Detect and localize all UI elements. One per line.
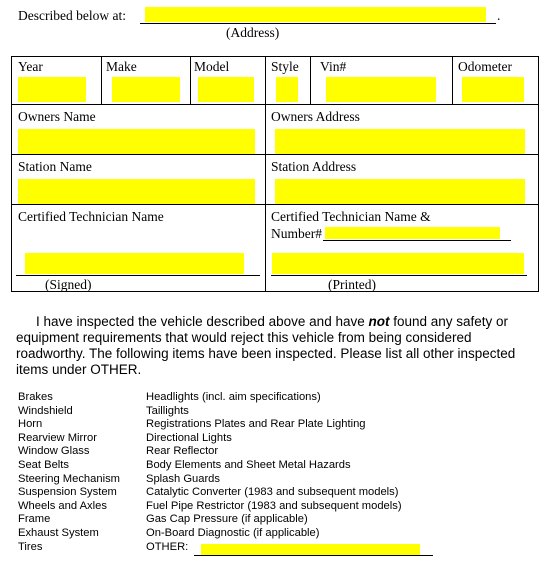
inspected-item: Wheels and Axles xyxy=(18,499,107,512)
inspected-item: Gas Cap Pressure (if applicable) xyxy=(146,513,308,526)
inspected-item: Horn xyxy=(18,418,43,431)
col-divider xyxy=(310,57,311,104)
col-divider xyxy=(190,57,191,104)
inspected-item: Windshield xyxy=(18,404,73,417)
address-caption: (Address) xyxy=(226,25,280,40)
inspected-item: Steering Mechanism xyxy=(18,472,120,485)
inspected-item: Registrations Plates and Rear Plate Lighting xyxy=(146,418,366,431)
row-divider xyxy=(12,154,538,155)
statement-emphasis: not xyxy=(368,314,390,329)
technician-name-label: Certified Technician Name xyxy=(18,209,164,224)
signed-caption: (Signed) xyxy=(45,277,92,292)
inspected-item: Directional Lights xyxy=(146,431,232,444)
inspected-item: Rear Reflector xyxy=(146,445,219,458)
statement-part1: I have inspected the vehicle described above and have xyxy=(36,314,369,329)
signature-underline xyxy=(16,275,260,276)
col-divider xyxy=(101,57,102,104)
row-divider xyxy=(12,204,538,205)
technician-number-label: Number# xyxy=(271,226,322,241)
printed-underline xyxy=(271,275,527,276)
owners-name-label: Owners Name xyxy=(18,109,96,124)
statement-part2: found any safety or equipment requirements that would reject this vehicle from being considered roadworthy. The following items have been inspected. Please list all other inspected items under OTHER. xyxy=(16,314,516,377)
owners-address-field[interactable] xyxy=(275,129,525,154)
inspected-item: Rearview Mirror xyxy=(18,431,97,444)
inspected-item: On-Board Diagnostic (if applicable) xyxy=(146,527,320,539)
inspected-item: Splash Guards xyxy=(146,472,221,485)
technician-number-underline xyxy=(323,240,511,241)
inspected-item: Tires xyxy=(18,540,43,553)
inspected-item: Exhaust System xyxy=(18,527,99,539)
inspected-item: Suspension System xyxy=(18,486,117,499)
inspected-item: Headlights (incl. aim specifications) xyxy=(146,391,321,403)
inspected-item: Brakes xyxy=(18,391,53,403)
owners-name-field[interactable] xyxy=(18,129,255,154)
technician-number-field[interactable] xyxy=(325,227,500,239)
address-field[interactable] xyxy=(145,7,486,22)
style-label: Style xyxy=(271,59,299,74)
inspected-item: Window Glass xyxy=(18,445,90,458)
model-label: Model xyxy=(194,59,230,74)
address-period: . xyxy=(497,8,501,23)
inspected-item: Frame xyxy=(18,513,51,526)
inspected-item: Fuel Pipe Restrictor (1983 and subsequent models) xyxy=(146,499,402,512)
station-name-field[interactable] xyxy=(18,179,255,204)
style-field[interactable] xyxy=(276,77,298,102)
odometer-label: Odometer xyxy=(458,59,512,74)
technician-signature-field[interactable] xyxy=(25,253,244,274)
make-field[interactable] xyxy=(112,77,180,102)
inspected-item: Catalytic Converter (1983 and subsequent models) xyxy=(146,486,399,499)
vin-field[interactable] xyxy=(326,77,436,102)
inspected-item: Seat Belts xyxy=(18,459,69,471)
technician-printed-field[interactable] xyxy=(272,253,524,274)
described-below-label: Described below at: xyxy=(18,8,126,23)
technician-name-number-label: Certified Technician Name & xyxy=(271,209,431,224)
other-label: OTHER: xyxy=(146,540,189,553)
owners-address-label: Owners Address xyxy=(271,109,360,124)
other-underline xyxy=(194,555,433,556)
odometer-field[interactable] xyxy=(462,77,524,102)
station-name-label: Station Name xyxy=(18,159,92,174)
other-field[interactable] xyxy=(201,544,420,555)
row-divider xyxy=(12,104,538,105)
vin-label: Vin# xyxy=(320,59,347,74)
model-field[interactable] xyxy=(198,77,254,102)
station-address-field[interactable] xyxy=(275,179,525,204)
col-divider xyxy=(265,57,266,291)
year-label: Year xyxy=(18,59,43,74)
inspected-item: Taillights xyxy=(146,404,189,417)
station-address-label: Station Address xyxy=(271,159,357,174)
col-divider xyxy=(452,57,453,104)
printed-caption: (Printed) xyxy=(328,277,376,292)
address-underline xyxy=(140,23,496,24)
inspected-item: Body Elements and Sheet Metal Hazards xyxy=(146,459,351,471)
make-label: Make xyxy=(106,59,137,74)
inspection-statement xyxy=(16,314,536,378)
year-field[interactable] xyxy=(18,77,86,102)
